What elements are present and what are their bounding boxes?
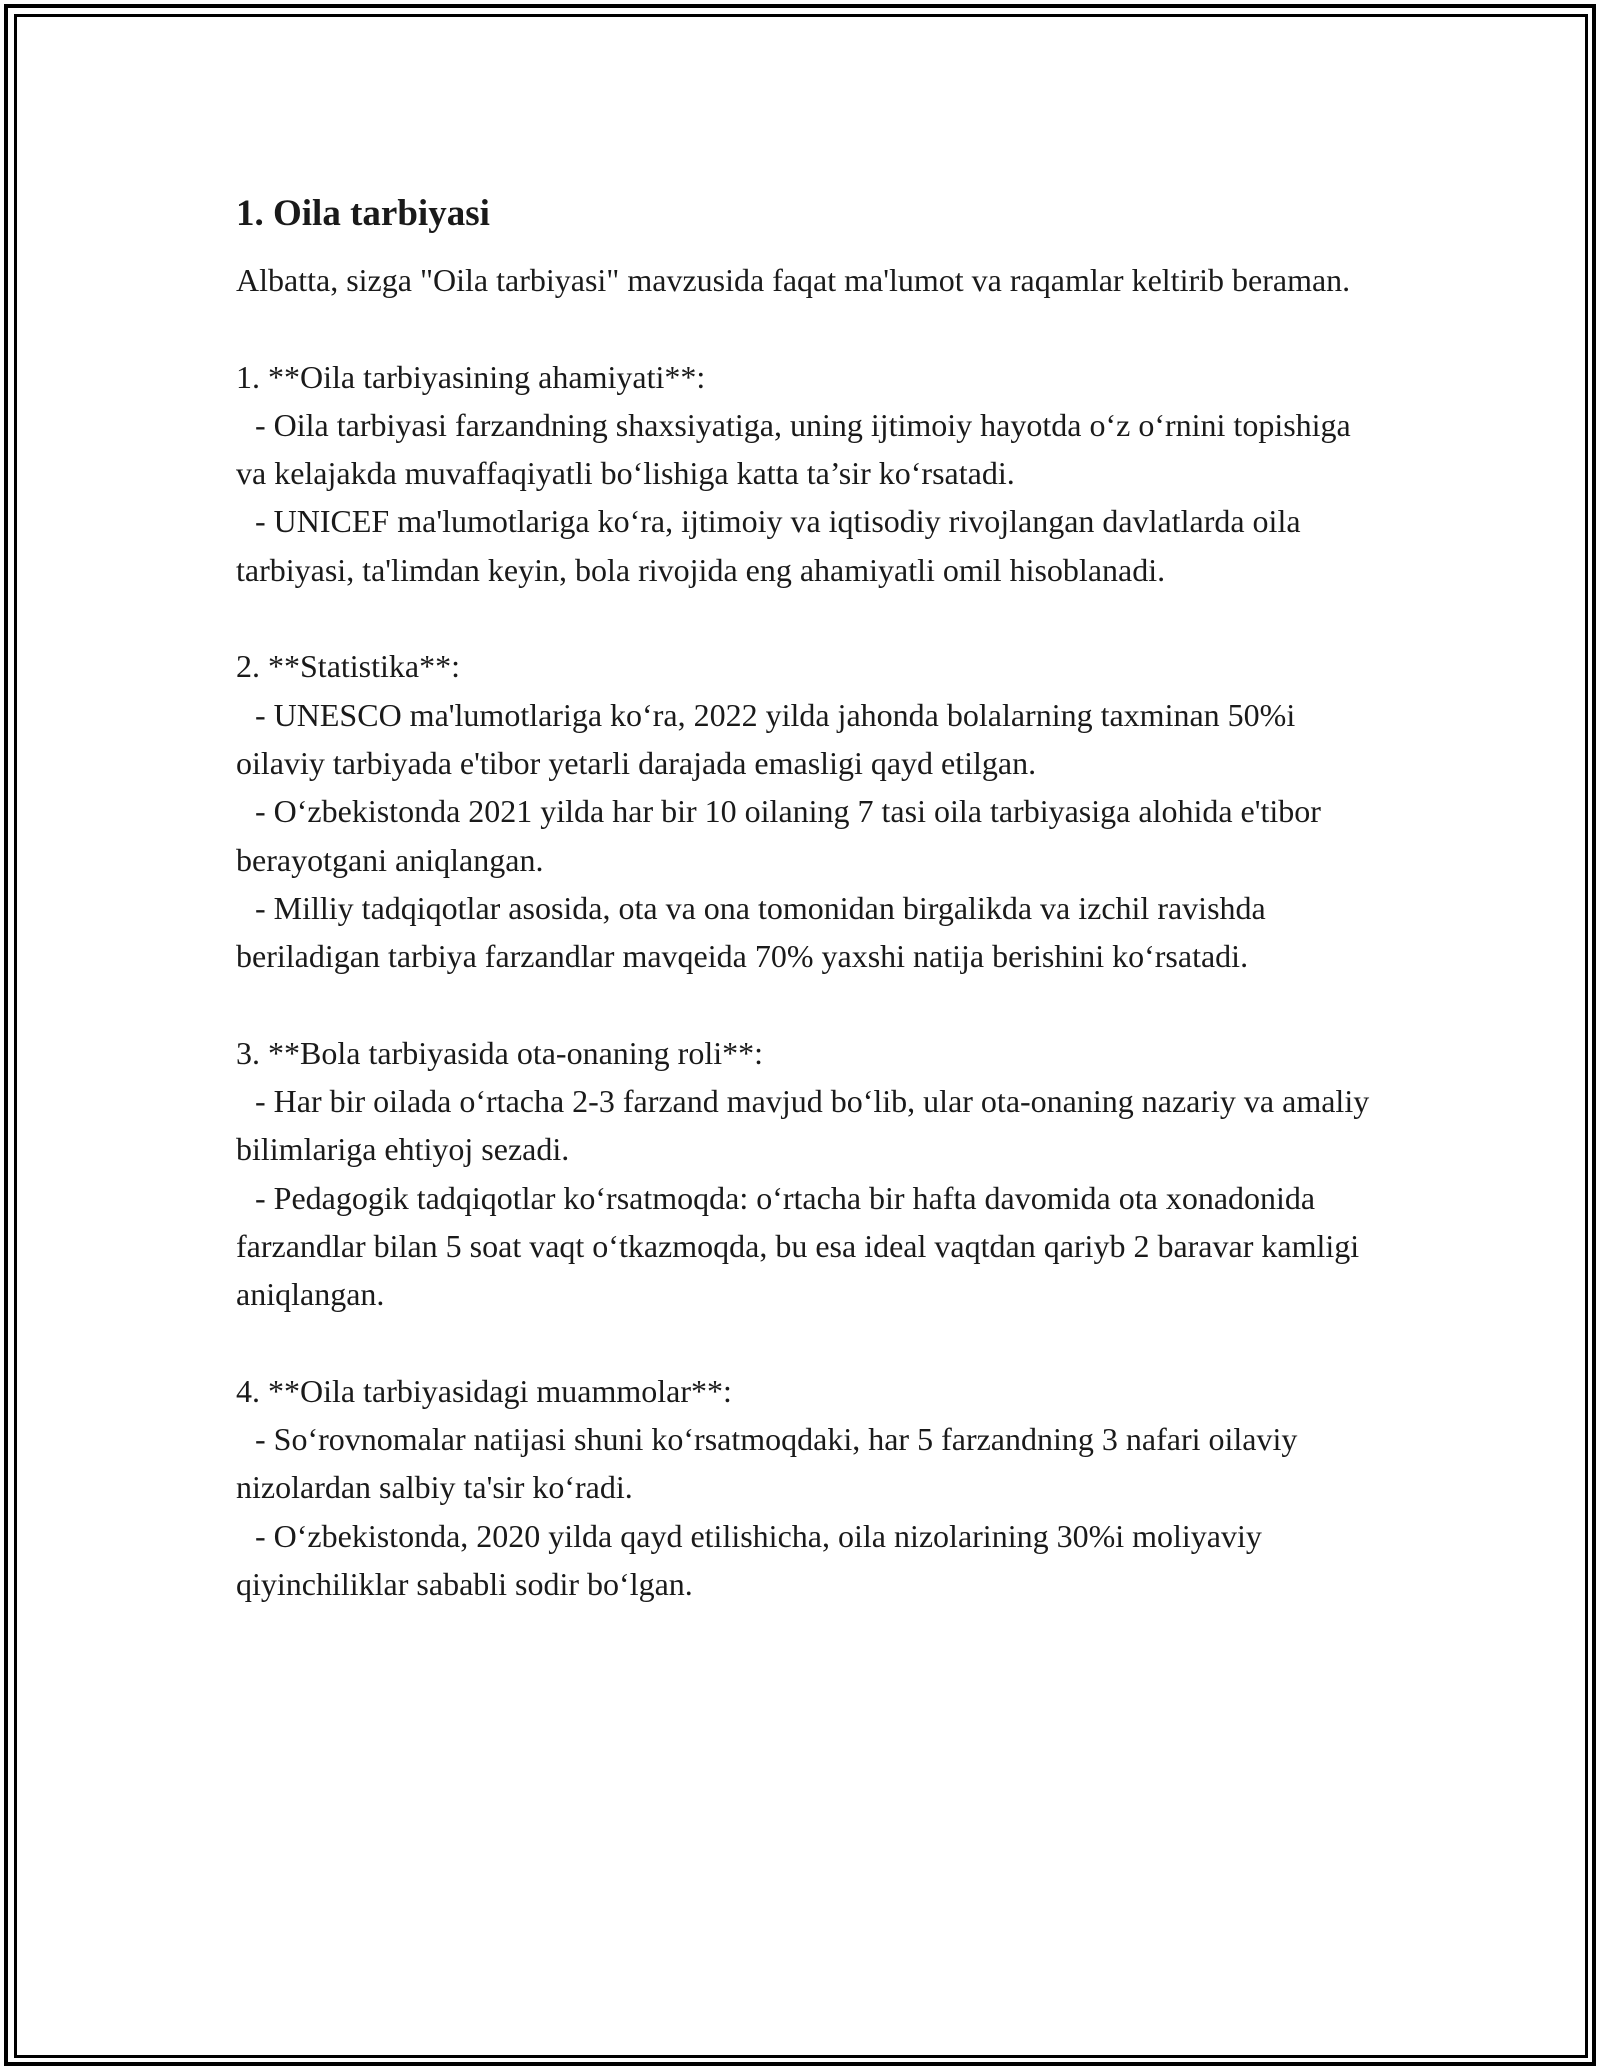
section-title: 4. **Oila tarbiyasidagi muammolar**: bbox=[236, 1372, 732, 1409]
bullet-item: - O‘zbekistonda 2021 yilda har bir 10 oilaning 7 tasi oila tarbiyasiga alohida e'tibor berayotgani aniqlangan. bbox=[236, 793, 1321, 878]
bullet-item: - Pedagogik tadqiqotlar ko‘rsatmoqda: o‘rtacha bir hafta davomida ota xonadonida farzandlar bilan 5 soat vaqt o‘tkazmoqda, bu esa ideal vaqtdan qariyb 2 baravar kamligi aniqlangan. bbox=[236, 1179, 1360, 1313]
section-3 bbox=[236, 1029, 1386, 1319]
bullet-item: - Milliy tadqiqotlar asosida, ota va ona tomonidan birgalikda va izchil ravishda beriladigan tarbiya farzandlar mavqeida 70% yaxshi natija berishini ko‘rsatadi. bbox=[236, 889, 1266, 975]
bullet-item: - Har bir oilada o‘rtacha 2-3 farzand mavjud bo‘lib, ular ota-onaning nazariy va amaliy bilimlariga ehtiyoj sezadi. bbox=[236, 1083, 1370, 1168]
section-4 bbox=[236, 1367, 1386, 1608]
bullet-item: - So‘rovnomalar natijasi shuni ko‘rsatmoqdaki, har 5 farzandning 3 nafari oilaviy nizolardan salbiy ta'sir ko‘radi. bbox=[236, 1421, 1298, 1506]
bullet-item: - Oila tarbiyasi farzandning shaxsiyatiga, uning ijtimoiy hayotda o‘z o‘rnini topishiga va kelajakda muvaffaqiyatli bo‘lishiga katta ta’sir ko‘rsatadi. bbox=[236, 406, 1351, 492]
section-1 bbox=[236, 353, 1386, 594]
bullet-item: - O‘zbekistonda, 2020 yilda qayd etilishicha, oila nizolarining 30%i moliyaviy qiyinchiliklar sababli sodir bo‘lgan. bbox=[236, 1517, 1262, 1603]
blank-line bbox=[236, 304, 1386, 352]
blank-line bbox=[236, 1319, 1386, 1367]
section-title: 2. **Statistika**: bbox=[236, 648, 460, 685]
blank-line bbox=[236, 594, 1386, 642]
blank-line bbox=[236, 980, 1386, 1028]
section-title: 1. **Oila tarbiyasining ahamiyati**: bbox=[236, 358, 706, 395]
document-body bbox=[236, 186, 1386, 1608]
intro-paragraph: Albatta, sizga "Oila tarbiyasi" mavzusida faqat ma'lumot va raqamlar keltirib beraman. bbox=[236, 262, 1351, 298]
bullet-item: - UNICEF ma'lumotlariga ko‘ra, ijtimoiy va iqtisodiy rivojlangan davlatlarda oila tarbiyasi, ta'limdan keyin, bola rivojida eng ahamiyatli omil hisoblanadi. bbox=[236, 503, 1301, 588]
bullet-item: - UNESCO ma'lumotlariga ko‘ra, 2022 yilda jahonda bolalarning taxminan 50%i oilaviy tarbiyada e'tibor yetarli darajada emasligi qayd etilgan. bbox=[236, 696, 1296, 781]
section-2 bbox=[236, 642, 1386, 980]
document-heading: 1. Oila tarbiyasi bbox=[236, 193, 490, 234]
section-title: 3. **Bola tarbiyasida ota-onaning roli**: bbox=[236, 1034, 763, 1071]
